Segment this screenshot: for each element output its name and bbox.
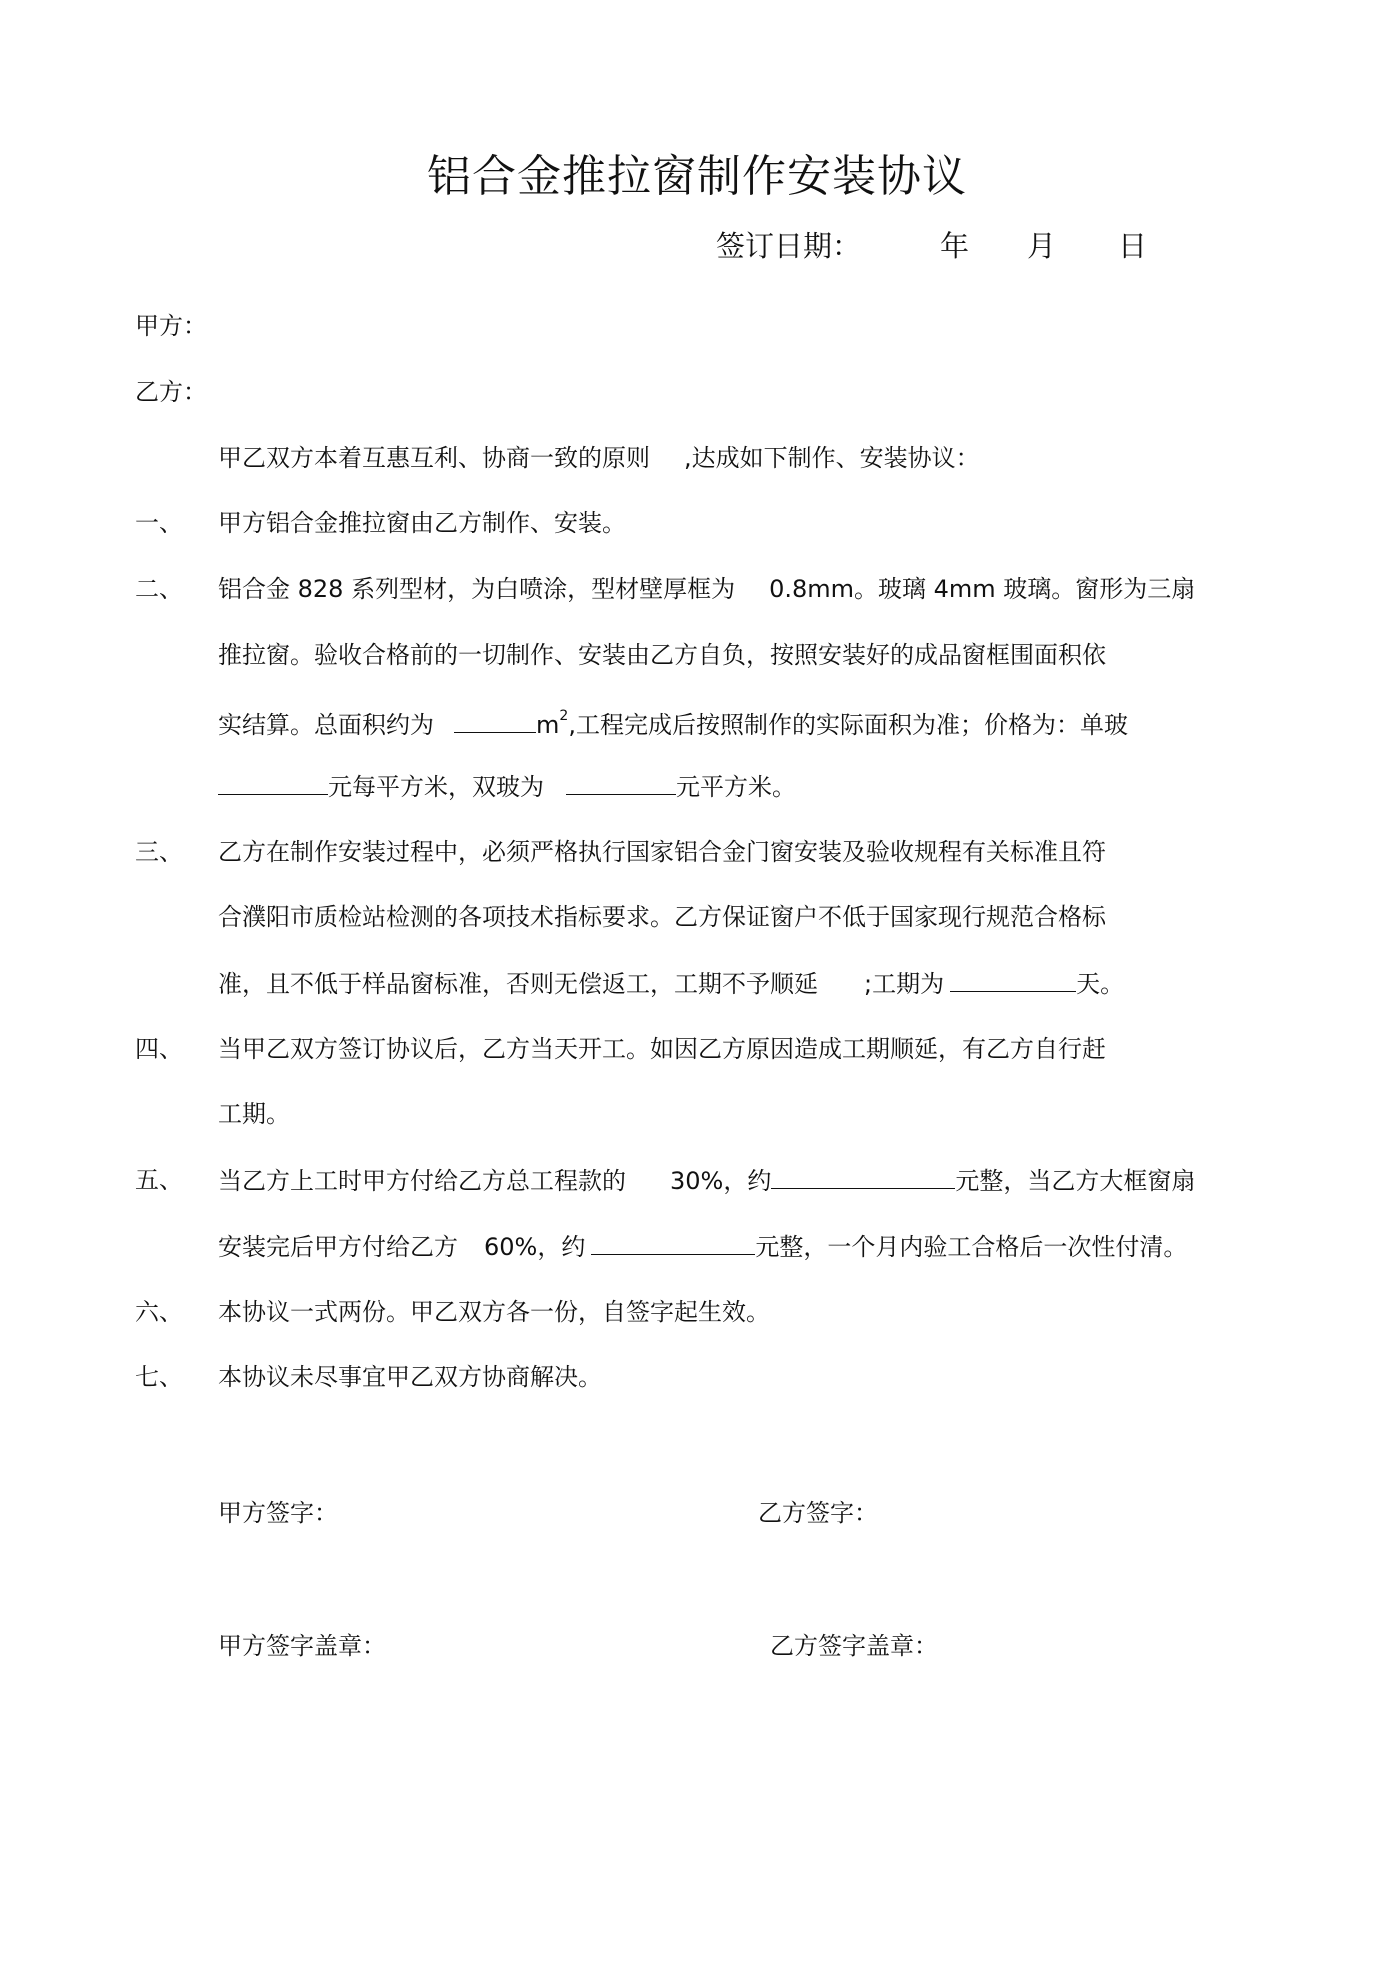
clause-3-line-3b: ;工期为 xyxy=(864,970,945,998)
sign-date-day: 日 xyxy=(1118,229,1148,263)
party-a-label: 甲方： xyxy=(135,312,207,340)
clause-2-number: 二、 xyxy=(135,575,183,603)
clause-5-line-2b: 60%，约 xyxy=(484,1233,586,1261)
clause-4-line-2: 工期。 xyxy=(218,1100,290,1128)
clause-5-line-1b: 30%，约 xyxy=(670,1167,772,1195)
intro-part2: ,达成如下制作、安装协议： xyxy=(684,444,980,472)
clause-5-line-2c: 元整，一个月内验工合格后一次性付清。 xyxy=(755,1233,1188,1261)
single-glass-price-blank[interactable] xyxy=(218,770,328,795)
clause-3-line-3 xyxy=(218,967,1124,1000)
clause-2-line-4 xyxy=(218,770,796,803)
area-unit-exponent: 2 xyxy=(559,708,569,724)
clause-4-number: 四、 xyxy=(135,1035,183,1063)
clause-1-number: 一、 xyxy=(135,509,183,537)
clause-3-number: 三、 xyxy=(135,838,183,866)
clause-5-number: 五、 xyxy=(135,1166,183,1194)
clause-2-line-4a: 元每平方米，双玻为 xyxy=(328,773,544,801)
clause-2-line-1 xyxy=(218,573,1195,605)
double-glass-price-blank[interactable] xyxy=(566,770,676,795)
party-a-seal-label: 甲方签字盖章： xyxy=(218,1632,386,1660)
sign-date-month: 月 xyxy=(1027,229,1057,263)
party-a-signature-label: 甲方签字： xyxy=(218,1499,338,1527)
clause-5-line-1c: 元整，当乙方大框窗扇 xyxy=(955,1167,1196,1195)
party-b-seal-label: 乙方签字盖章： xyxy=(770,1632,938,1660)
total-area-blank[interactable] xyxy=(454,708,536,733)
clause-3-line-3a: 准，且不低于样品窗标准，否则无偿返工，工期不予顺延 xyxy=(218,970,818,998)
clause-5-line-1a: 当乙方上工时甲方付给乙方总工程款的 xyxy=(218,1167,626,1195)
intro-line xyxy=(218,442,980,474)
clause-2-line-1b: 0.8mm。玻璃 4mm 玻璃。窗形为三扇 xyxy=(769,575,1196,603)
area-unit: m xyxy=(536,711,560,739)
clause-7-text: 本协议未尽事宜甲乙双方协商解决。 xyxy=(218,1363,602,1391)
clause-4-line-1: 当甲乙双方签订协议后，乙方当天开工。如因乙方原因造成工期顺延，有乙方自行赶 xyxy=(218,1035,1106,1063)
clause-6-text: 本协议一式两份。甲乙双方各一份，自签字起生效。 xyxy=(218,1298,770,1326)
party-b-label: 乙方： xyxy=(135,378,207,406)
clause-2-line-3b: ,工程完成后按照制作的实际面积为准；价格为：单玻 xyxy=(568,711,1128,739)
clause-1-text: 甲方铝合金推拉窗由乙方制作、安装。 xyxy=(218,509,626,537)
clause-2-line-3a: 实结算。总面积约为 xyxy=(218,711,434,739)
clause-2-line-4b: 元平方米。 xyxy=(676,773,796,801)
clause-6-number: 六、 xyxy=(135,1298,183,1326)
clause-2-line-3 xyxy=(218,704,1128,741)
clause-2-line-1a: 铝合金 828 系列型材，为白喷涂，型材壁厚框为 xyxy=(218,575,736,603)
clause-3-line-2: 合濮阳市质检站检测的各项技术指标要求。乙方保证窗户不低于国家现行规范合格标 xyxy=(218,903,1106,931)
clause-5-line-1 xyxy=(218,1164,1195,1197)
sign-date-year: 年 xyxy=(940,229,970,263)
work-period-blank[interactable] xyxy=(950,967,1076,992)
clause-5-line-2a: 安装完后甲方付给乙方 xyxy=(218,1233,458,1261)
sign-date-label: 签订日期： xyxy=(716,229,862,263)
party-b-signature-label: 乙方签字： xyxy=(758,1499,878,1527)
clause-3-line-3c: 天。 xyxy=(1076,970,1125,998)
first-payment-blank[interactable] xyxy=(771,1164,955,1189)
clause-5-line-2 xyxy=(218,1230,1187,1263)
clause-2-line-2: 推拉窗。验收合格前的一切制作、安装由乙方自负，按照安装好的成品窗框围面积依 xyxy=(218,641,1106,669)
second-payment-blank[interactable] xyxy=(591,1230,755,1255)
clause-3-line-1: 乙方在制作安装过程中，必须严格执行国家铝合金门窗安装及验收规程有关标准且符 xyxy=(218,838,1106,866)
intro-part1: 甲乙双方本着互惠互利、协商一致的原则 xyxy=(218,444,650,472)
clause-7-number: 七、 xyxy=(135,1363,183,1391)
document-title: 铝合金推拉窗制作安装协议 xyxy=(427,151,967,202)
